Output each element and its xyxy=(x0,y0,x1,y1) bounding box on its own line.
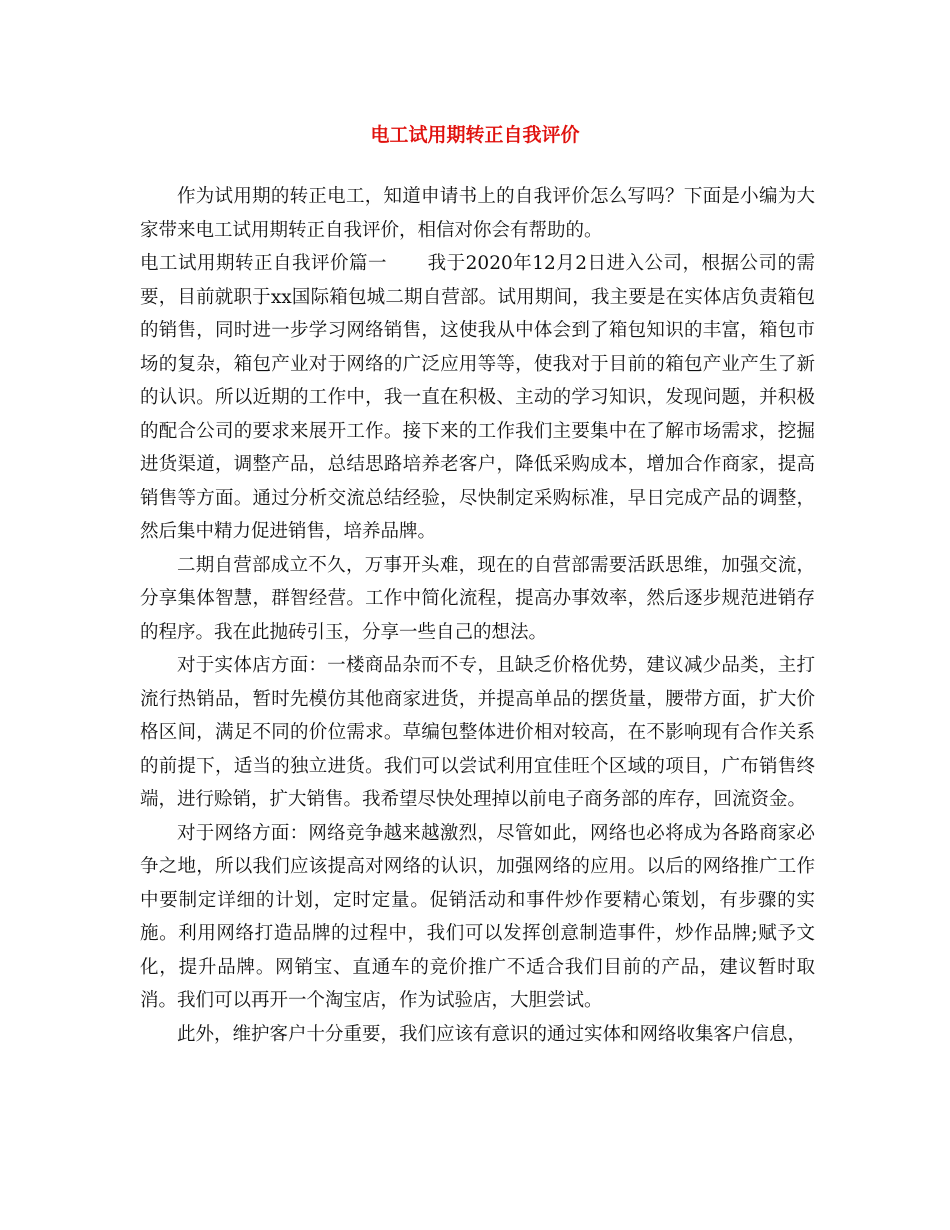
paragraph-1-text: 我于2020年12月2日进入公司，根据公司的需要，目前就职于xx国际箱包城二期自营部。试用期间，我主要是在实体店负责箱包的销售，同时进一步学习网络销售，这使我从中体会到了箱包知识的丰富，箱包市场的复杂，箱包产业对于网络的广泛应用等等，使我对于目前的箱包产业产生了新的认识。所以近期的工作中，我一直在积极、主动的学习知识，发现问题，并积极的配合公司的要求来展开工作。接下来的工作我们主要集中在了解市场需求，挖掘进货渠道，调整产品，总结思路培养老客户，降低采购成本，增加合作商家，提高销售等方面。通过分析交流总结经验，尽快制定采购标准，早日完成产品的调整，然后集中精力促进销售，培养品牌。 xyxy=(140,253,815,542)
document-body xyxy=(140,180,815,1051)
section-label: 电工试用期转正自我评价篇一 xyxy=(140,253,387,274)
document-title: 电工试用期转正自我评价 xyxy=(370,124,580,146)
paragraph-2: 二期自营部成立不久，万事开头难，现在的自营部需要活跃思维，加强交流，分享集体智慧，群智经营。工作中简化流程，提高办事效率，然后逐步规范进销存的程序。我在此抛砖引玉，分享一些自己的想法。 xyxy=(140,554,815,643)
paragraph-5: 此外，维护客户十分重要，我们应该有意识的通过实体和网络收集客户信息， xyxy=(177,1023,807,1045)
intro-paragraph: 作为试用期的转正电工，知道申请书上的自我评价怎么写吗？下面是小编为大家带来电工试用期转正自我评价，相信对你会有帮助的。 xyxy=(140,186,815,241)
paragraph-3: 对于实体店方面：一楼商品杂而不专，且缺乏价格优势，建议减少品类，主打流行热销品，暂时先模仿其他商家进货，并提高单品的摆货量，腰带方面，扩大价格区间，满足不同的价位需求。草编包整体进价相对较高，在不影响现有合作关系的前提下，适当的独立进货。我们可以尝试利用宜佳旺个区域的项目，广布销售终端，进行赊销，扩大销售。我希望尽快处理掉以前电子商务部的库存，回流资金。 xyxy=(140,655,815,810)
paragraph-4: 对于网络方面：网络竞争越来越激烈，尽管如此，网络也必将成为各路商家必争之地，所以我们应该提高对网络的认识，加强网络的应用。以后的网络推广工作中要制定详细的计划，定时定量。促销活动和事件炒作要精心策划，有步骤的实施。利用网络打造品牌的过程中，我们可以发挥创意制造事件，炒作品牌;赋予文化，提升品牌。网销宝、直通车的竞价推广不适合我们目前的产品，建议暂时取消。我们可以再开一个淘宝店，作为试验店，大胆尝试。 xyxy=(140,822,815,1011)
section-paragraph-1 xyxy=(140,247,815,549)
